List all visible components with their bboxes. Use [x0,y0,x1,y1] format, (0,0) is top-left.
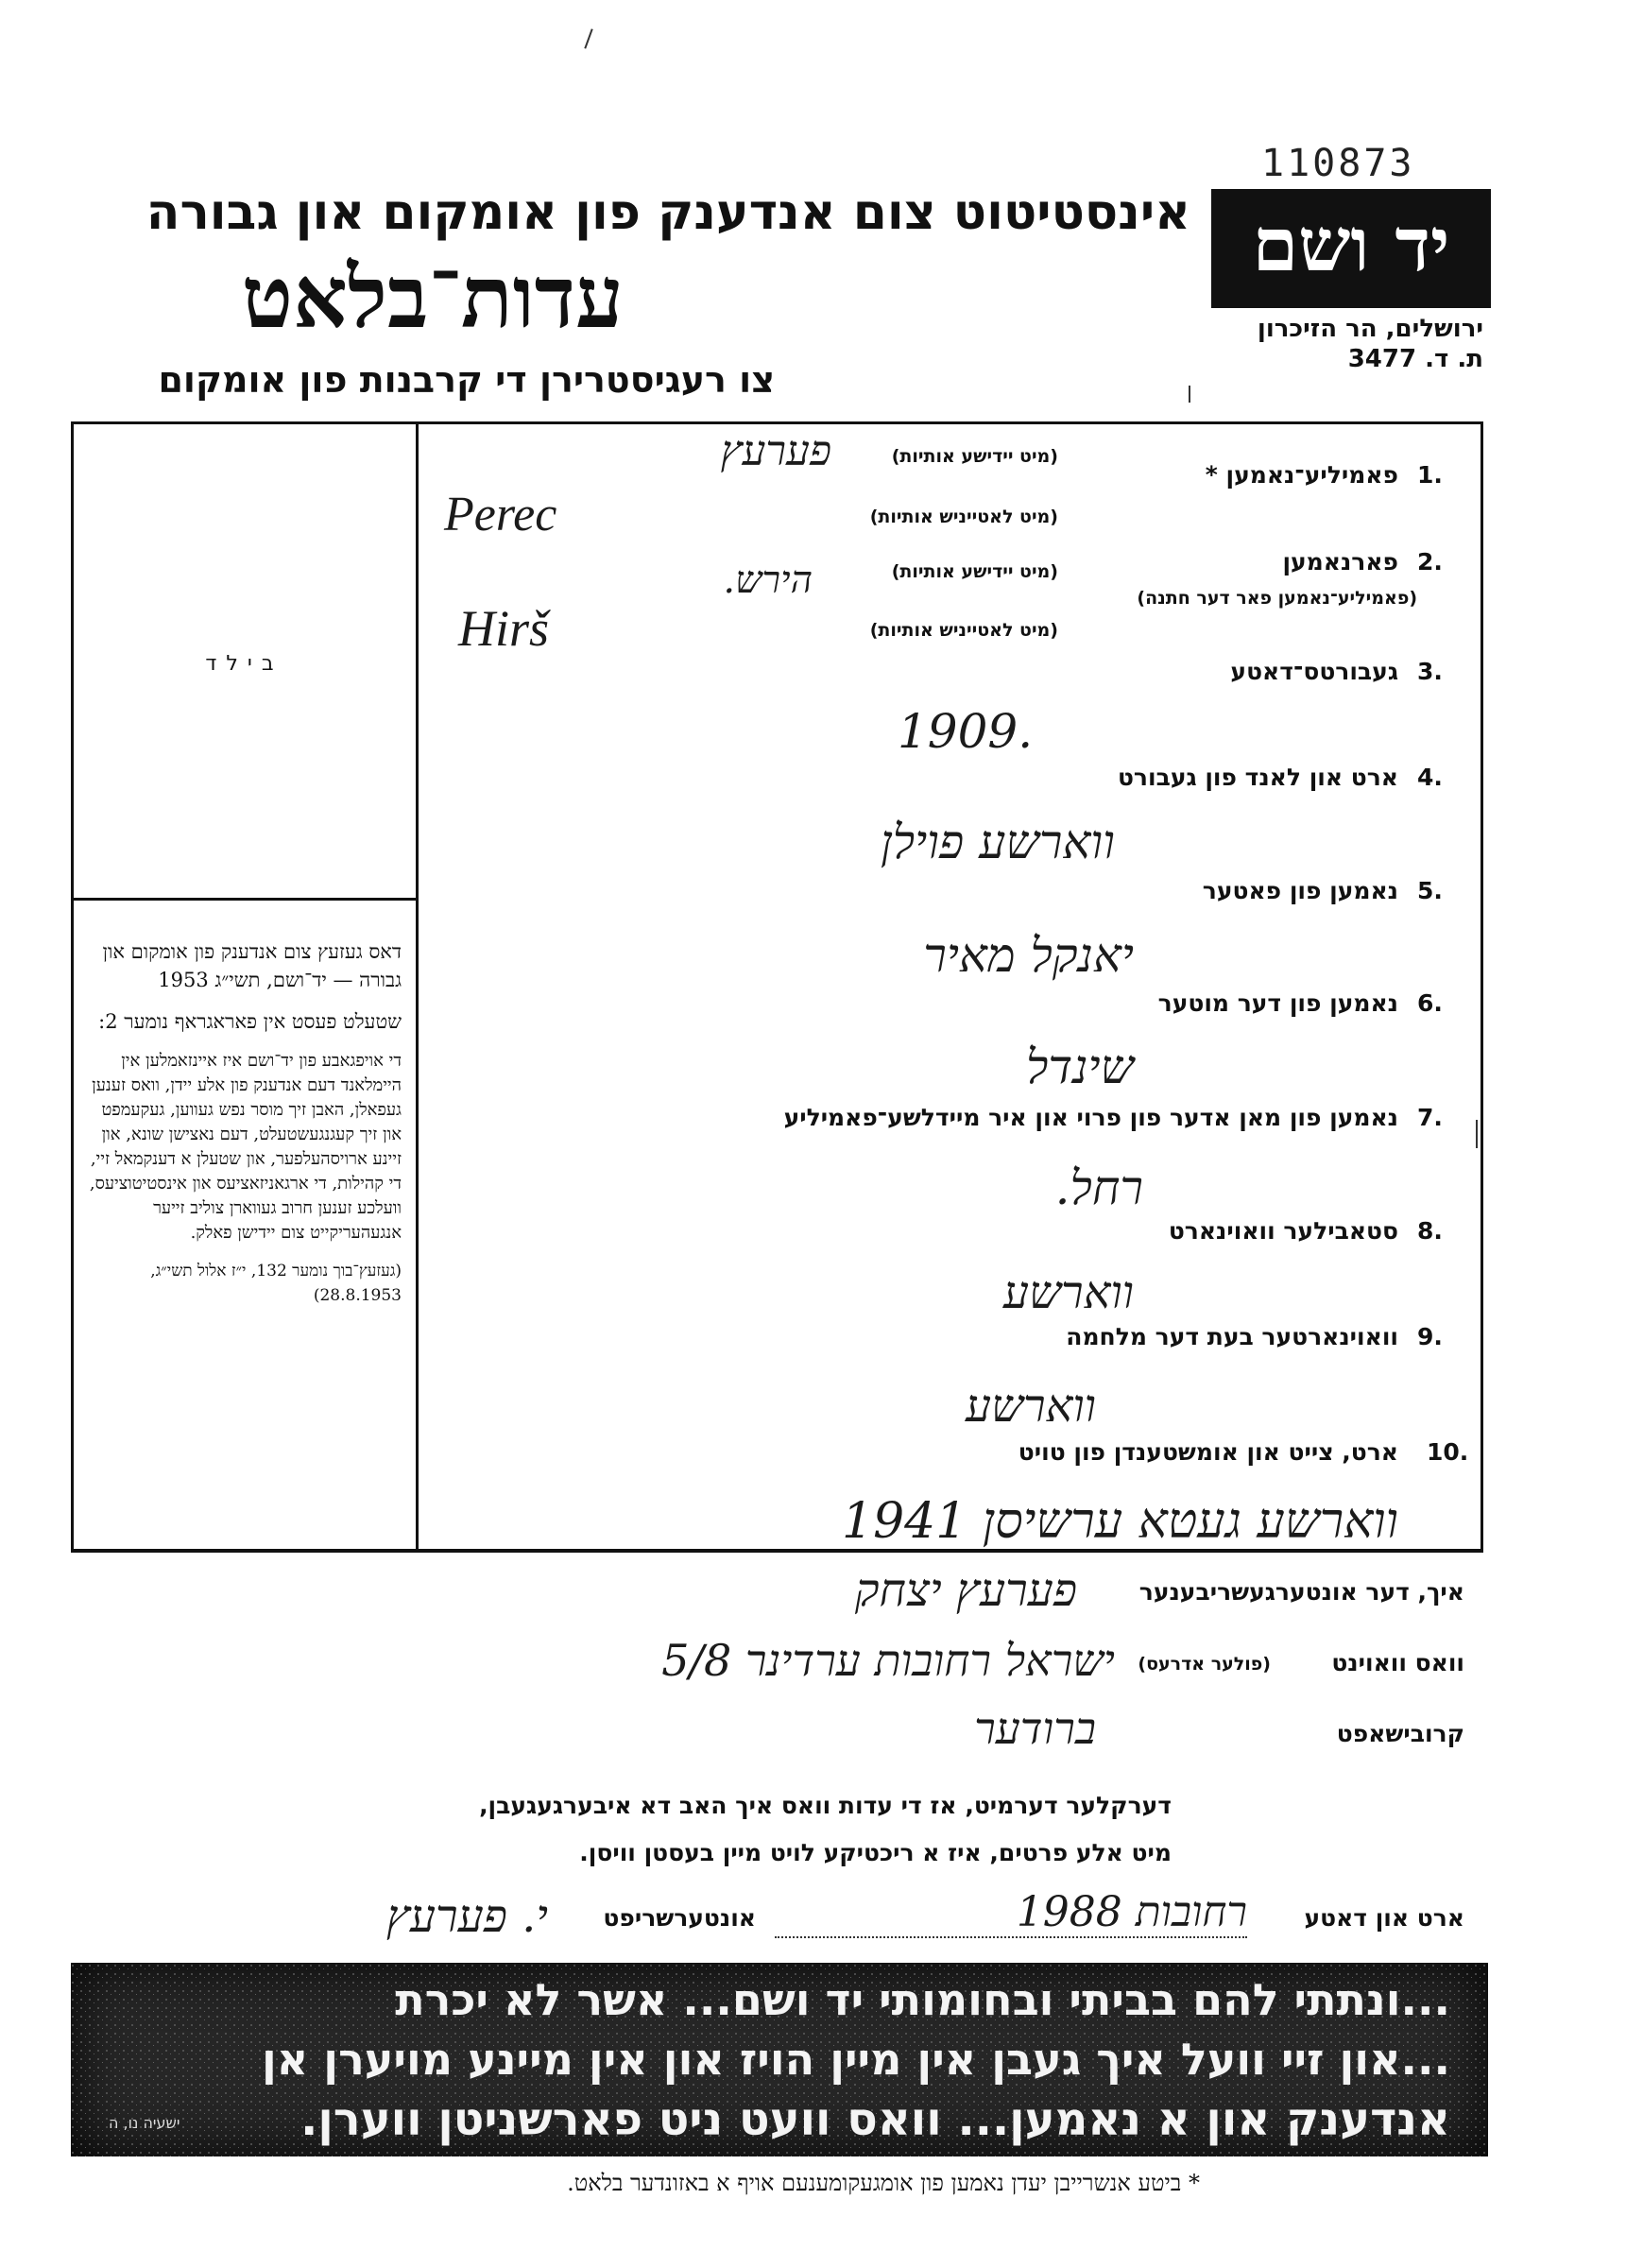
field-4-number: 4. [1417,764,1443,791]
page-subtitle: צו רעגיסטרירן די קרבנות פון אומקום [158,359,775,401]
signature-value[interactable]: י. פערעץ [385,1890,548,1943]
field-2-value-latin[interactable]: Hirš [458,600,550,657]
field-6-label: נאמען פון דער מוטער [1157,989,1398,1017]
field-10-label: ארט, צייט און אומשטענדן פון טויט [1018,1438,1398,1466]
photo-label: בילד [205,652,283,676]
field-5-value[interactable]: יאנקל מאיר [923,928,1134,983]
scan-mark [1189,386,1190,403]
field-10-value[interactable]: ווארשע געטא ערשיסן 1941 [842,1493,1398,1550]
field-7-label: נאמען פון מאן אדער פון פרוי און איר מיידלשע־פאמיליע [783,1104,1398,1131]
field-4-value[interactable]: ווארשע פוילן [881,815,1115,869]
scan-mark [584,28,592,48]
scan-mark [1476,1120,1478,1148]
photo-divider [71,898,418,901]
address-label: וואס וואוינט [1331,1649,1464,1676]
field-7-value[interactable]: רחל. [1054,1160,1143,1215]
section-divider [71,1550,1483,1553]
field-1-number: 1. [1417,461,1443,489]
field-1-value-yiddish[interactable]: פערעץ [720,427,831,475]
relationship-value[interactable]: ברודער [974,1703,1096,1754]
field-9-number: 9. [1417,1323,1443,1350]
address-block [1192,314,1483,374]
verse-banner [71,1963,1488,2156]
address-value[interactable]: ישראל רחובות ערדינר 5/8 [661,1635,1115,1686]
relationship-label: קרובישאפט [1336,1720,1464,1747]
place-date-label: ארט און דאטע [1304,1904,1464,1932]
column-divider [416,421,419,1552]
field-3-number: 3. [1417,658,1443,685]
footnote: * ביטע אנשרייבן יעדן נאמען פון אומגעקומענעם אויף א באזונדער בלאט. [567,2170,1200,2196]
field-6-number: 6. [1417,989,1443,1017]
page-title: עדות־בלאט [241,248,624,348]
institute-name: אינסטיטוט צום אנדענק פון אומקום און גבורה [145,184,1190,241]
field-5-label: נאמען פון פאטער [1202,877,1398,904]
field-8-label: סטאבילער וואוינארט [1168,1217,1398,1245]
field-10-number: 10. [1427,1438,1469,1466]
field-6-value[interactable]: שינדל [1026,1040,1134,1094]
signature-label: אונטערשריפט [603,1904,756,1932]
field-2-sub-maiden: (פאמיליע־נאמען פאר דער חתנה) [1137,588,1417,609]
law-paragraph-2: שטעלט פעסט אין פאראגראף נומער 2: [98,1010,402,1033]
address-line-2: ת. ד. 3477 [1347,345,1483,373]
banner-line-3: אנדענק און א נאמען... וואס וועט ניט פארשניטן ווערן. [300,2093,1450,2146]
law-paragraph-1: דאס געזעץ צום אנדענק פון אומקום און גבורה — יד־ושם, תשי״ג 1953 [102,940,402,991]
banner-line-2: ...און זיי וועל איך געבן אין מיין הויז און אין מיינע מויערן אן [262,2034,1450,2085]
field-1-sub-latin: (מיט לאטייניש אותיות) [869,507,1058,527]
address-line-1: ירושלים, הר הזיכרון [1257,315,1483,343]
address-sub-label: (פולער אדרעס) [1138,1654,1271,1675]
field-9-label: וואוינארטער בעת דער מלחמה [1066,1323,1398,1350]
field-8-value[interactable]: ווארשע [1002,1266,1134,1319]
yad-vashem-logo [1211,189,1491,308]
logo-text: יד ושם [1252,202,1450,288]
submitter-name-value[interactable]: פערעץ יצחק [854,1564,1077,1617]
field-9-value[interactable]: ווארשע [965,1380,1096,1433]
place-date-value[interactable]: רחובות 1988 [775,1888,1247,1938]
field-2-number: 2. [1417,548,1443,576]
field-7-number: 7. [1417,1104,1443,1131]
serial-number: 110873 [1261,142,1415,185]
declaration-line-1: דערקלער דערמיט, אז די עדות וואס איך האב דא איבערגעגעבן, [479,1792,1172,1819]
field-5-number: 5. [1417,877,1443,904]
law-reference: (געזעץ־בוך נומער 132, י״ז אלול תשי״ג, 28.8.1953) [150,1262,402,1305]
law-text [80,937,402,1321]
field-3-value[interactable]: 1909. [898,704,1034,759]
field-2-sub-yiddish: (מיט יידישע אותיות) [891,561,1058,582]
banner-source: ישעיה נו, ה [109,2114,180,2132]
field-2-value-yiddish[interactable]: הירש. [723,558,813,602]
submitter-label: איך, דער אונטערגעשריבענער [1138,1578,1464,1606]
field-2-sub-latin: (מיט לאטייניש אותיות) [869,620,1058,641]
law-paragraph-3: די אויפגאבע פון יד־ושם איז איינזאמלען אין היימלאנד דעם אנדענק פון אלע יידן, וואס זענען געפאלן, האבן זיך מוסר נפש געווען, געקעמפט און זיך קעגנגעשטעלט, דעם נאצישן שונא, און זיינע ארויסהעלפער, און שטעלן א דענקמאל זיי, די קהילות, די ארגאניזאציעס און אינסטיטוציעס, וועלכע זענען חרוב געווארן צוליב זייער אנגעהעריקייט צום יידישן פאלק. [89,1051,402,1243]
field-1-label: פאמיליע־נאמען * [1205,461,1398,489]
field-8-number: 8. [1417,1217,1443,1245]
field-4-label: ארט און לאנד פון געבורט [1117,764,1398,791]
field-1-value-latin[interactable]: Perec [444,488,557,541]
field-2-label: פארנאמען [1282,548,1398,576]
field-3-label: געבורטס־דאטע [1230,658,1398,685]
declaration-line-2: מיט אלע פרטים, איז א ריכטיקע לויט מיין בעסטן וויסן. [579,1839,1172,1866]
banner-line-1: ...ונתתי להם בביתי ובחומותי יד ושם... אשר לא יכרת [395,1974,1450,2025]
field-1-sub-yiddish: (מיט יידישע אותיות) [891,446,1058,467]
